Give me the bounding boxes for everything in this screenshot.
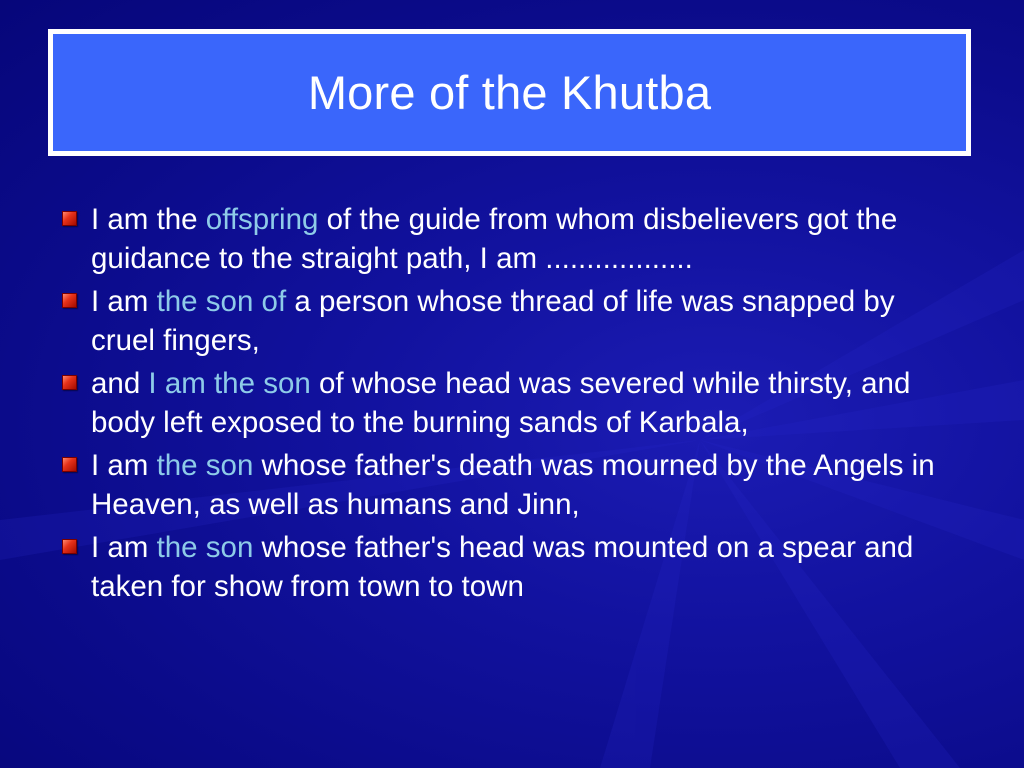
bullet-marker-icon	[62, 375, 77, 390]
bullet-list	[62, 200, 962, 610]
bullet-text-pre: I am the	[91, 203, 206, 236]
bullet-text-highlight: the son	[156, 531, 254, 564]
bullet-item	[62, 364, 962, 442]
bullet-text-highlight: the son	[156, 449, 254, 482]
bullet-item	[62, 528, 962, 606]
bullet-text-post: whose father's head was mounted on a spear and taken for show from town to town	[91, 531, 914, 603]
bullet-text-pre: I am	[91, 531, 157, 564]
title-box	[48, 29, 971, 156]
bullet-text-pre: and	[91, 367, 149, 400]
bullet-text-post: of whose head was severed while thirsty, and body left exposed to the burning sands of Karbala,	[91, 367, 911, 439]
slide-title: More of the Khutba	[307, 66, 712, 119]
bullet-item	[62, 446, 962, 524]
bullet-text-post: of the guide from whom disbelievers got the guidance to the straight path, I am ..................	[91, 203, 898, 275]
bullet-text-highlight: the son of	[156, 285, 287, 318]
bullet-marker-icon	[62, 457, 77, 472]
bullet-text-post: a person whose thread of life was snapped by cruel fingers,	[91, 285, 895, 357]
bullet-item	[62, 282, 962, 360]
bullet-text-highlight: offspring	[205, 203, 319, 236]
bullet-marker-icon	[62, 539, 77, 554]
bullet-marker-icon	[62, 211, 77, 226]
bullet-text-pre: I am	[91, 285, 157, 318]
bullet-text-post: whose father's death was mourned by the Angels in Heaven, as well as humans and Jinn,	[91, 449, 935, 521]
bullet-text-pre: I am	[91, 449, 157, 482]
bullet-item	[62, 200, 962, 278]
bullet-marker-icon	[62, 293, 77, 308]
bullet-text-highlight: I am the son	[148, 367, 311, 400]
